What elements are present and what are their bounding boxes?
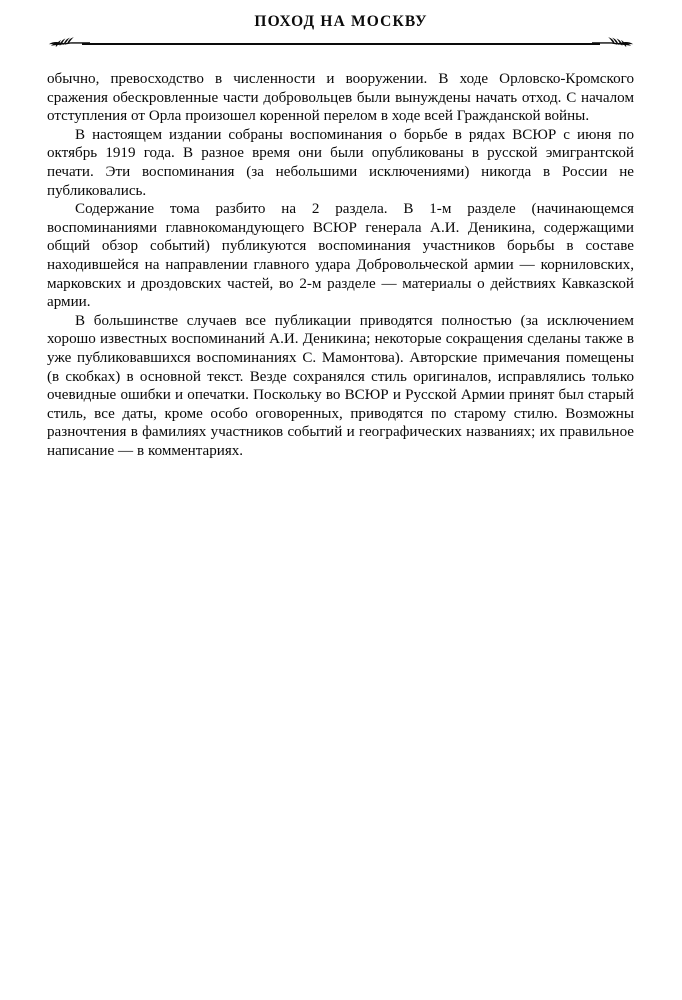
paragraph: Содержание тома разбито на 2 раздела. В 1-м разделе (начинающемся воспоминаниями главнокомандующего ВСЮР генерала А.И. Деникина, содержащими общий обзор событий) публикуются воспоминания участников борьбы в составе находившейся на направлении главного удара Добровольческой армии — корниловских, марковских и дроздовских частей, во 2-м разделе — материалы о действиях Кавказской армии.: [47, 201, 634, 311]
body-text: [47, 70, 634, 460]
header-divider: [48, 31, 634, 51]
fleuron-ornament-left-icon: [48, 31, 90, 51]
paragraph-continuation: обычно, превосходство в численности и вооружении. В ходе Орловско-Кромского сражения обескровленные части добровольцев были вынуждены начать отход. С началом отступления от Орла произошел коренной перелом в ходе всей Гражданской войны.: [47, 71, 634, 125]
paragraph: В большинстве случаев все публикации приводятся полностью (за исключением хорошо известных воспоминаний А.И. Деникина; некоторые сокращения сделаны также в уже публиковавшихся воспоминаниях С. Мамонтова). Авторские примечания помещены (в скобках) в основной текст. Везде сохранялся стиль оригиналов, исправлялись только очевидные ошибки и опечатки. Поскольку во ВСЮР и Русской Армии принят был старый стиль, все даты, кроме особо оговоренных, приводятся по старому стилю. Возможны разночтения в фамилиях участников событий и географических названиях; их правильное написание — в комментариях.: [47, 312, 634, 459]
page-title: ПОХОД НА МОСКВУ: [254, 12, 428, 31]
running-header: [0, 13, 682, 31]
fleuron-ornament-right-icon: [592, 31, 634, 51]
horizontal-rule: [82, 43, 600, 45]
paragraph: В настоящем издании собраны воспоминания о борьбе в рядах ВСЮР с июня по октябрь 1919 года. В разное время они были опубликованы в русской эмигрантской печати. Эти воспоминания (за небольшими исключениями) никогда в России не публиковались.: [47, 126, 634, 199]
